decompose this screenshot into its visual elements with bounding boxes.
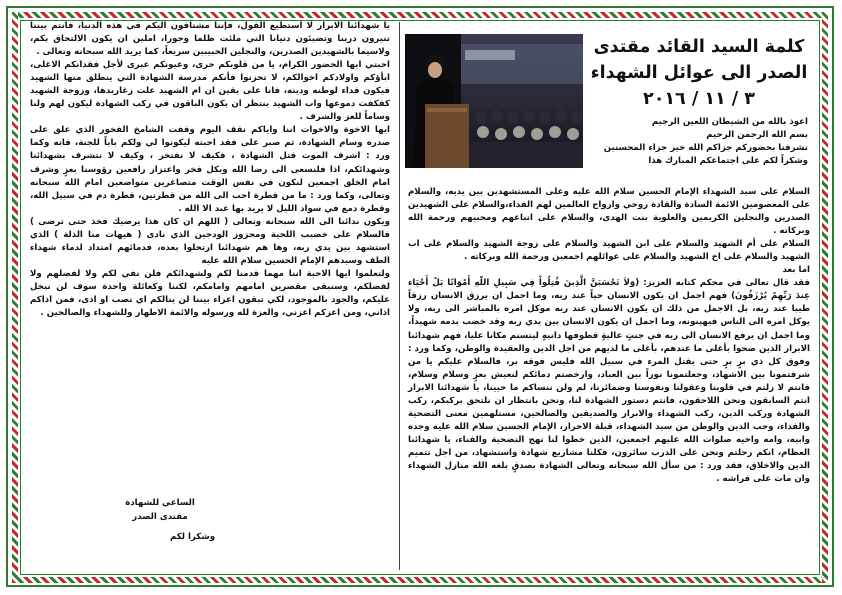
decorative-border-top (12, 12, 828, 18)
thanks-text: وشكرا لكم (170, 532, 216, 542)
paragraph: السلام على سيد الشهداء الإمام الحسين سلام الله عليه وعلى المستشهدين بين يديه، والسلام على المعصومين الائمة السادة والقادة روحي وارواح العالمين لهم الفداء،والسلام على الشهيدين الصدرين والنجلين الكريمين والعلوية بنت الهدى، والسلام على اتباعهم ومحبيهم ورحمة الله وبركاته . (408, 187, 810, 237)
paragraph: ايها الاخوة والاخوات اننا واياكم نقف اليوم وقفت الشامخ الفخور الذي علق على صدره وسام الشهادة، ثم صبر على فقد احبته ليكونوا لي ولكم باباً للجنة، فانه وكما ورد : اشرف الموت قتل الشهادة ، فكيف لا نفتخر ، وكيف لا نتشرف بشهدائنا وشهدائكم، اذا فلنسعى الى رضا الله وبكل فخر واعتزاز رافعين رؤوسنا بعزٍ وشرف امام الخلق اجمعين لنكون في نفس الوقت متصاغرين متواضعين امام الله سبحانه وتعالى، وكما ورد : ما من قطرة احب الى الله من قطرتين، قطرة دم في سبيل الله، وقطرة دمع في سواد الليل لا يريد بها عبد الا الله . (30, 125, 390, 214)
speech-photo (405, 34, 583, 168)
decorative-border-left (12, 12, 18, 583)
paragraph: يا شهدائنا الابرار لا استطيع القول، فإننا مشتاقون اليكم في هذه الدنيا، فانتم بيننا تنيرون دربنا وتضيئون دنيانا التي ملئت ظلما وجورا، املين ان يكون الالتحاق بكم، ولاسيما بالشهيدين الصدرين، والنجلين الحبيبين سريعاً، كما يريد الله سبحانه وتعالى . (30, 21, 390, 58)
paragraph: احبتي ايها الحضور الكرام، يا من قلوبكم حرى، وعيونكم عبرى لأجل فقدانكم الاغلى، ابأؤكم واولادكم اخوالكم، لا تحزنوا فأنكم مدرسة الشهادة التي ينطلق منها الشهيد فيكون فداء لوطنه ودينه، فانا على يقين ان ام الشهيد علت زغاريدها، وزوجة الشهيد كفكفت دموعها واب الشهيد ينتظر ان يكون الباقون في ركب الشهادة ليكون لهم ولنا وساماً للعز والشرف . (30, 60, 390, 123)
left-column-text (30, 20, 390, 320)
document-title (590, 34, 808, 112)
opening-line-2: بسم الله الرحمن الرحيم (706, 130, 808, 141)
paragraph: فقد قال تعالى في محكم كتابه العزيز: (وَلاَ تَحْسَبَنَّ الَّذِينَ قُتِلُواْ فِي سَبِيلِ اللّهِ أَمْوَاتًا بَلْ أَحْيَاء عِندَ رَبِّهِمْ يُرْزَقُونَ) فهم اجمل ان يكون الانسان حياً عند ربه، وما اجمل ان يرزق الانسان رزقاً طيبا عند ربه، بل الاجمل من ذلك ان يكون الانسان عند ربه موكل امره بالمباشر الى ربه، ولا يوكل امره الى الناس فيهينونه، وما اجمل ان يكون الانسان بين يدي ربه وقد خضب بدمه شهيداً، وما اجمل ان يرفع الانسان الى ربه في جنتٍ عاليةٍ قطوفها دانيهٍ ليتسنم مكانا عليا، فهم شهدائنا الابرار الذين ضحوا بأغلى ما عندهم، بأغلى ما لديهم من اجل الدين والعقيدة والوطن، وكما ورد : وفوق كل ذي برٍ برٍ حتى يقتل المرء في سبيل الله فليس فوقه بر، فالسلام عليكم يا من شرفتمونا بين الاشهاد، وجعلتمونا نوراً بين العباد، وارخصتم دمائكم لنعيش بعزٍ وسلام وسلام، فانتم لا زلتم في قلوبنا وعقولنا ونفوسنا وضمائرنا، لم ولن ننساكم ما حيينا، يا شهدائنا الابرار انتم السابقون ونحن اللاحقون، فانتم دستور الشهادة لنا، ونحن بانتظار ان نلتحق بركبكم، ركب الشهادة وركب الدين، ركب الشهداء والابرار والصديقين والصالحين، مستلهمين معنى التضحية والفداء، وحب الدين والوطن من سيد الشهداء، قبلة الاحرار، الإمام الحسين سلام الله عليه وجده وابيه، وامه واخيه صلوات الله عليهم اجمعين، الذين خطوا لنا نهج التضحية والفناء، يا شهدائنا العظام، انكم رحلتم ونحن على الدرب سائرون، فكلنا مشاريع شهادة واستشهاد، من اجل تتميم الدين والاخلاق، فقد ورد : من سأل الله سبحانه وتعالى الشهادة بصدقٍ بلغه الله منازل الشهداء وان مات على فراشه . (408, 278, 810, 485)
opening-line-3: تشرفنا بحضوركم جزاكم الله خير جزاء المحسنين (603, 143, 808, 154)
column-divider (399, 22, 400, 570)
right-column-text (408, 186, 810, 486)
title-line-2: الصدر الى عوائل الشهداء (590, 63, 808, 83)
paragraph: السلام على أم الشهيد والسلام على ابن الشهيد والسلام على زوجة الشهيد والسلام على اب الشهيد والسلام على اخ الشهيد والسلام على عوائلهم اجمعين ورحمة الله وبركاته . (408, 239, 810, 263)
title-date: ٣ / ١١ / ٢٠١٦ (643, 89, 755, 109)
opening-lines (590, 116, 808, 168)
opening-line-4: وشكراً لكم على اجتماعكم المبارك هذا (648, 156, 808, 167)
decorative-border-bottom (12, 577, 828, 583)
paragraph: ويكون ندائنا الى الله سبحانه وتعالى ( اللهم ان كان هذا يرضيك فخذ حتى ترضى ) فالسلام على خضيب اللحية ومحزوز الودجين الذي نادى ( هيهات منا الذلة ) الذي استشهد بين يدي ربه، وها هم شهدائنا ارتحلوا بعده، فدمائهم امتداد لدماء شهداء الطف وسيدهم الإمام الحسين سلام الله عليه (30, 216, 390, 266)
title-line-1: كلمة السيد القائد مقتدى (593, 37, 805, 57)
signature-line-2: مقتدى الصدر (132, 512, 188, 522)
decorative-border-right (822, 12, 828, 583)
signature-block (70, 496, 250, 524)
paragraph: ولتعلموا ايها الاحبة اننا مهما قدمنا لكم ولشهدائكم فلن نفي لكم ولا لفضلهم ولا لفضلكم، وسنبقى مقصرين امامهم وامامكم، لكننا وكعائلة واحدة سوف لن نبخل عليكم، والجود بالموجود، لكي تبقون اعزاء بيننا لن ينالكم اي نصب او اذى، فمن اذاكم اذاني، ومن اعزكم اعزني، والعزة لله ورسوله والائمة الاطهار وللشهداء والصالحين . (30, 268, 390, 319)
opening-line-1: اعوذ بالله من الشيطان اللعين الرجيم (651, 117, 808, 127)
signature-line-1: الساعي للشهادة (125, 498, 195, 508)
speaker-at-podium-image (405, 34, 583, 168)
paragraph: اما بعد (782, 265, 810, 276)
